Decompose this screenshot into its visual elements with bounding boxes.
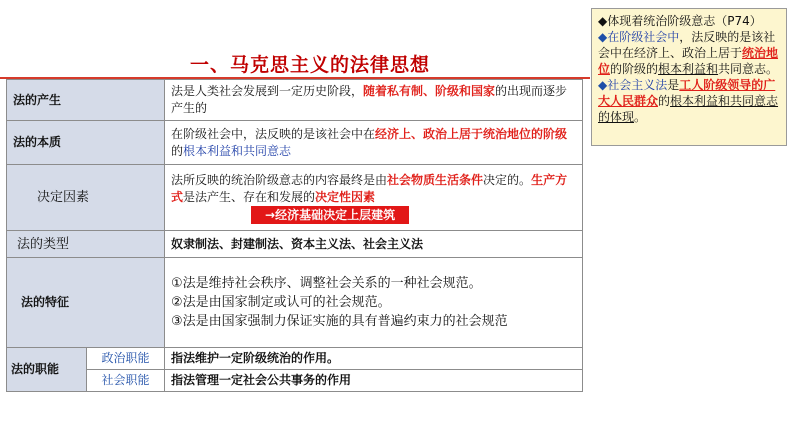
row-content-types: 奴隶制法、封建制法、资本主义法、社会主义法 bbox=[165, 231, 583, 258]
law-summary-table bbox=[6, 79, 583, 392]
note-line-2-red: 统治地位 bbox=[598, 46, 779, 76]
table-row bbox=[7, 370, 583, 392]
note-box bbox=[591, 8, 787, 146]
note-line-3-c: 。 bbox=[634, 110, 647, 124]
function-text-social: 指法管理一定社会公共事务的作用 bbox=[165, 370, 583, 392]
table-row bbox=[7, 258, 583, 348]
feature-item-3: ③法是由国家强制力保证实施的具有普遍约束力的社会规范 bbox=[171, 314, 508, 329]
table-row bbox=[7, 121, 583, 165]
origin-text-a: 法是人类社会发展到一定历史阶段， bbox=[171, 84, 364, 98]
row-label-essence: 法的本质 bbox=[7, 121, 165, 165]
factors-text-b: 决定的。 bbox=[483, 172, 532, 187]
note-line-3-a: 是 bbox=[667, 78, 680, 92]
note-line-3-red: 工人阶级领导的广大人民群众 bbox=[598, 78, 776, 108]
function-label-social: 社会职能 bbox=[87, 370, 165, 392]
table-row bbox=[7, 231, 583, 258]
note-bullet-3: ◆ bbox=[598, 78, 608, 92]
origin-text-b: 的出现而逐步产生的 bbox=[171, 84, 568, 115]
origin-text-red: 随着私有制、阶级和国家 bbox=[363, 84, 496, 98]
factors-text-red2: 生产方式 bbox=[171, 172, 568, 204]
note-line-2-a: ，法反映的是该社会中在经济上、政治上居于 bbox=[598, 30, 776, 60]
essence-text-b: 的 bbox=[171, 143, 184, 158]
row-content-factors bbox=[165, 165, 583, 231]
row-content-features bbox=[165, 258, 583, 348]
essence-text-a: 在阶级社会中，法反映的是该社会中在 bbox=[171, 126, 376, 141]
note-line-2 bbox=[598, 29, 780, 77]
note-line-2-blue: 在阶级社会中 bbox=[607, 30, 680, 44]
note-bullet-2: ◆ bbox=[598, 30, 608, 44]
row-label-functions: 法的职能 bbox=[7, 348, 87, 392]
row-label-features: 法的特征 bbox=[7, 258, 165, 348]
factors-text-red3: 决定性因素 bbox=[315, 189, 376, 204]
row-label-factors: 决定因素 bbox=[7, 165, 165, 231]
note-line-3-blue: 社会主义法 bbox=[607, 78, 668, 92]
essence-text-blue: 根本利益和共同意志 bbox=[183, 143, 292, 158]
note-line-1 bbox=[598, 13, 780, 29]
note-line-2-b: 的阶级的 bbox=[610, 62, 659, 76]
feature-item-1: ①法是维持社会秩序、调整社会关系的一种社会规范。 bbox=[171, 276, 482, 291]
row-content-essence bbox=[165, 121, 583, 165]
note-line-2-ul: 根本利益和 bbox=[658, 62, 719, 76]
economic-base-arrow-label: →经济基础决定上层建筑 bbox=[251, 206, 409, 224]
function-label-political: 政治职能 bbox=[87, 348, 165, 370]
table-row bbox=[7, 165, 583, 231]
feature-item-2: ②法是由国家制定或认可的社会规范。 bbox=[171, 295, 391, 310]
factors-text-c: 是法产生、存在和发展的 bbox=[183, 189, 316, 204]
note-line-3-ul: 根本利益和共同意志的体现 bbox=[598, 94, 779, 124]
note-line-3 bbox=[598, 77, 780, 125]
note-line-2-c: 共同意志。 bbox=[718, 62, 779, 76]
row-label-origin: 法的产生 bbox=[7, 80, 165, 121]
table-row bbox=[7, 80, 583, 121]
note-line-1-text: 体现着统治阶级意志（P74） bbox=[607, 14, 762, 28]
factors-text-a: 法所反映的统治阶级意志的内容最终是由 bbox=[171, 172, 388, 187]
row-label-types: 法的类型 bbox=[7, 231, 165, 258]
table-row bbox=[7, 348, 583, 370]
essence-text-red: 经济上、政治上居于统治地位的阶级 bbox=[375, 126, 568, 141]
row-content-origin bbox=[165, 80, 583, 121]
note-line-3-b: 的 bbox=[658, 94, 671, 108]
page-title: 一、马克思主义的法律思想 bbox=[190, 54, 431, 76]
factors-text-red1: 社会物质生活条件 bbox=[387, 172, 484, 187]
function-text-political: 指法维护一定阶级统治的作用。 bbox=[165, 348, 583, 370]
note-bullet-1: ◆ bbox=[598, 14, 608, 28]
